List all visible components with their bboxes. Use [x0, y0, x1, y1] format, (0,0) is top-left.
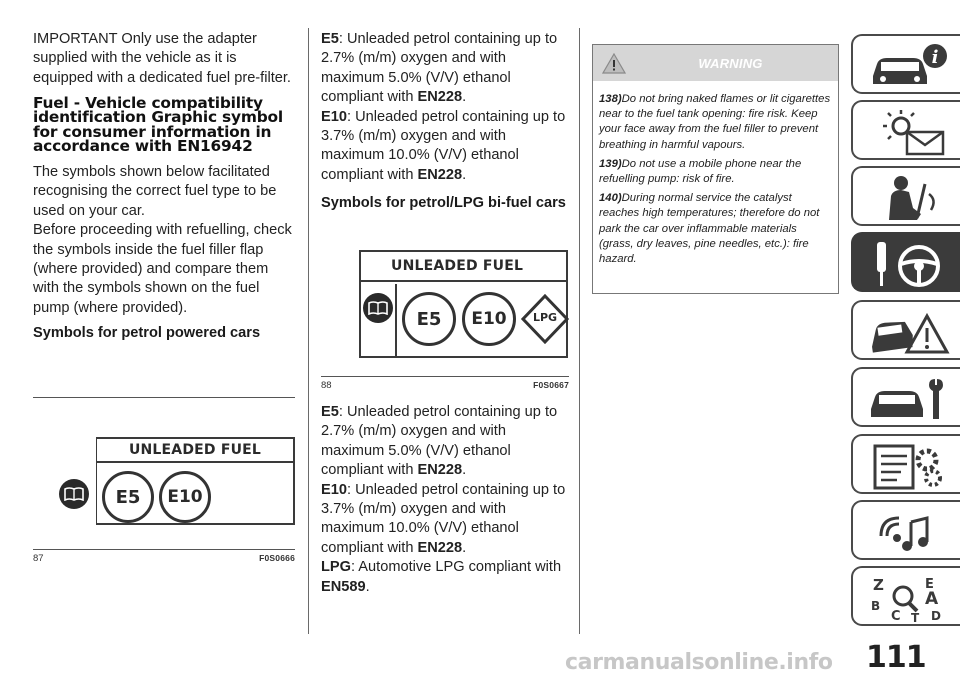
- figure-top-rule: [33, 397, 295, 398]
- car-service-icon: [867, 375, 951, 423]
- tab-multimedia[interactable]: [851, 500, 960, 560]
- multimedia-icon: [867, 508, 951, 556]
- tab-emergency[interactable]: [851, 300, 960, 360]
- figure-87: [33, 397, 295, 569]
- figure-number: 88: [321, 380, 332, 391]
- symbols-paragraph: The symbols shown below facilitated recognising the correct fuel type to be used on your car.: [33, 164, 277, 219]
- key-steering-wheel-icon: [867, 240, 951, 288]
- symbol-e5: E5: [402, 292, 456, 346]
- column-divider-1: [308, 28, 309, 634]
- svg-text:T: T: [911, 611, 920, 624]
- figure-code: F0S0666: [259, 553, 295, 563]
- warning-item-139: 139)Do not use a mobile phone near the refuelling pump: risk of fire.: [599, 157, 802, 186]
- section-heading: Fuel - Vehicle compatibility identification Graphic symbol for consumer information in accordance with EN16942: [33, 94, 283, 155]
- figure-caption: [33, 550, 295, 564]
- tab-lights-messages[interactable]: [851, 100, 960, 160]
- svg-text:B: B: [871, 599, 881, 613]
- watermark: carmanualsonline.info: [565, 650, 833, 675]
- intro-paragraph: IMPORTANT Only use the adapter supplied with the vehicle as it is equipped with a dedicated fuel pre-filter.: [33, 31, 291, 86]
- symbol-lpg-text: LPG: [532, 311, 558, 324]
- warning-body: [593, 81, 838, 267]
- figure-caption: [321, 377, 569, 391]
- bifuel-e10-definition: E10: Unleaded petrol containing up to 3.7% (m/m) oxygen and with maximum 10.0% (V/V) ethanol compliant with EN228.: [321, 481, 566, 556]
- column-left: [33, 30, 295, 343]
- figure-code: F0S0667: [533, 380, 569, 390]
- petrol-subheading: Symbols for petrol powered cars: [33, 325, 261, 342]
- refuel-paragraph: Before proceeding with refuelling, check the symbols inside the fuel filler flap (where provided) and compare them with the symbols shown on the fuel pump (where provided).: [33, 222, 292, 316]
- tab-maintenance[interactable]: [851, 367, 960, 427]
- book-panel: [95, 437, 96, 525]
- tab-index[interactable]: [851, 566, 960, 626]
- symbol-e10: E10: [462, 292, 516, 346]
- car-info-icon: [867, 42, 951, 90]
- svg-text:Z: Z: [873, 576, 884, 594]
- column-divider-2: [579, 28, 580, 634]
- tab-safety[interactable]: [851, 166, 960, 226]
- label-divider: [395, 284, 397, 356]
- svg-text:i: i: [931, 47, 939, 68]
- warning-item-138: 138)Do not bring naked flames or lit cigarettes near to the fuel tank opening: fire risk. Keep your face away from the fuel filler to prevent breathing in harmful vapours.: [599, 93, 831, 151]
- bifuel-e5-definition: E5: Unleaded petrol containing up to 2.7% (m/m) oxygen and with maximum 5.0% (V/V) ethanol compliant with EN228.: [321, 404, 558, 479]
- fuel-label: [95, 437, 295, 525]
- warning-header: [593, 45, 838, 81]
- lights-message-icon: [867, 108, 951, 156]
- tab-starting-driving[interactable]: [851, 232, 960, 292]
- seat-airbag-icon: [867, 174, 951, 222]
- e5-definition: E5: Unleaded petrol containing up to 2.7% (m/m) oxygen and with maximum 5.0% (V/V) ethanol compliant with EN228.: [321, 31, 558, 106]
- tab-technical-data[interactable]: [851, 434, 960, 494]
- e10-definition: E10: Unleaded petrol containing up to 3.7% (m/m) oxygen and with maximum 10.0% (V/V) ethanol compliant with EN228.: [321, 108, 566, 183]
- technical-data-icon: [867, 442, 951, 490]
- figure-number: 87: [33, 553, 44, 564]
- warning-title: WARNING: [698, 56, 763, 71]
- warning-box: [592, 44, 839, 294]
- svg-text:A: A: [925, 589, 939, 609]
- manual-book-icon: [363, 293, 393, 323]
- tab-car-info[interactable]: [851, 34, 960, 94]
- index-az-icon: [867, 574, 951, 624]
- warning-item-140: 140)During normal service the catalyst reaches high temperatures; therefore do not park the car over inflammable materials (grass, dry leaves, pine needles, etc.): fire hazard.: [599, 192, 820, 266]
- accident-warning-icon: [867, 308, 951, 356]
- svg-text:E: E: [925, 577, 934, 592]
- fuel-label-title: UNLEADED FUEL: [97, 439, 293, 463]
- manual-book-icon: [59, 479, 89, 509]
- fuel-label-title: UNLEADED FUEL: [361, 256, 566, 282]
- bifuel-definitions: [321, 403, 569, 597]
- bifuel-subheading: Symbols for petrol/LPG bi-fuel cars: [321, 195, 566, 212]
- svg-text:D: D: [931, 609, 941, 623]
- page-number: 111: [866, 640, 926, 675]
- svg-text:C: C: [891, 609, 901, 624]
- column-middle: [321, 30, 569, 213]
- symbol-e5: E5: [102, 471, 154, 523]
- figure-88: [321, 238, 569, 396]
- lpg-definition: LPG: Automotive LPG compliant with EN589.: [321, 559, 562, 595]
- symbol-e10: E10: [159, 471, 211, 523]
